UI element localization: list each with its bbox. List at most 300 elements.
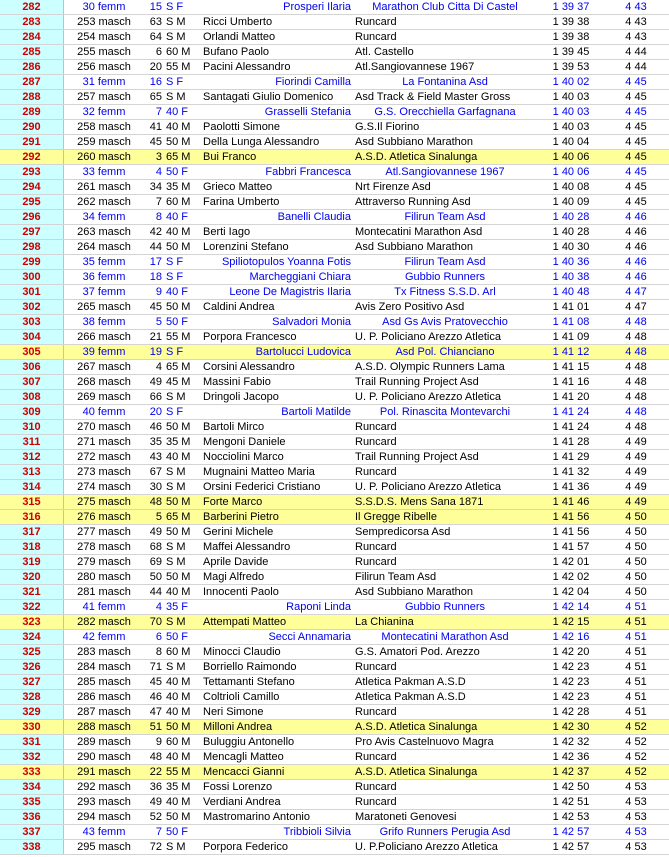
club-name-cell: Atletica Pakman A.S.D [355, 676, 466, 688]
bib-number-cell: 36 [149, 781, 162, 793]
class-rank-cell: 291 masch [77, 766, 131, 778]
club-name-cell: Asd Pol. Chianciano [395, 346, 495, 358]
bib-number-cell: 45 [149, 136, 162, 148]
table-row [0, 360, 669, 375]
pace-cell: 4 45 [625, 91, 647, 103]
finish-time-cell: 1 42 50 [552, 781, 590, 793]
pace-cell: 4 48 [625, 406, 647, 418]
table-row [0, 735, 669, 750]
athlete-name-cell: Dringoli Jacopo [203, 391, 279, 403]
athlete-name-cell: Secci Annamaria [268, 631, 351, 643]
club-name-cell: U. P. Policiano Arezzo Atletica [355, 331, 501, 343]
position-cell: 283 [0, 15, 64, 29]
class-rank-cell: 266 masch [77, 331, 131, 343]
bib-number-cell: 72 [149, 841, 162, 853]
athlete-name-cell: Salvadori Monia [272, 316, 351, 328]
position-cell: 284 [0, 30, 64, 44]
table-row [0, 615, 669, 630]
athlete-name-cell: Marcheggiani Chiara [249, 271, 351, 283]
bib-number-cell: 45 [149, 301, 162, 313]
pace-cell: 4 49 [625, 481, 647, 493]
class-rank-cell: 283 masch [77, 646, 131, 658]
pace-cell: 4 48 [625, 331, 647, 343]
bib-number-cell: 70 [149, 616, 162, 628]
athlete-name-cell: Gerini Michele [203, 526, 274, 538]
finish-time-cell: 1 40 48 [552, 286, 590, 298]
class-rank-cell: 271 masch [77, 436, 131, 448]
table-row [0, 645, 669, 660]
bib-number-cell: 46 [149, 691, 162, 703]
club-name-cell: Sempredicorsa Asd [355, 526, 451, 538]
finish-time-cell: 1 41 32 [552, 466, 590, 478]
pace-cell: 4 48 [625, 421, 647, 433]
position-cell: 293 [0, 165, 64, 179]
table-row [0, 705, 669, 720]
pace-cell: 4 43 [625, 1, 647, 13]
athlete-name-cell: Berti Iago [203, 226, 251, 238]
category-cell: 50 M [166, 496, 191, 508]
athlete-name-cell: Porpora Federico [203, 841, 288, 853]
class-rank-cell: 34 femm [82, 211, 126, 223]
club-name-cell: A.S.D. Atletica Sinalunga [355, 766, 478, 778]
finish-time-cell: 1 41 57 [552, 541, 590, 553]
finish-time-cell: 1 42 16 [552, 631, 590, 643]
pace-cell: 4 46 [625, 256, 647, 268]
position-cell: 292 [0, 150, 64, 164]
pace-cell: 4 53 [625, 811, 647, 823]
athlete-name-cell: Bartolucci Ludovica [255, 346, 351, 358]
table-row [0, 675, 669, 690]
bib-number-cell: 30 [149, 481, 162, 493]
class-rank-cell: 258 masch [77, 121, 131, 133]
category-cell: 40 M [166, 676, 191, 688]
category-cell: S M [166, 541, 186, 553]
pace-cell: 4 45 [625, 136, 647, 148]
finish-time-cell: 1 40 08 [552, 181, 590, 193]
table-row [0, 630, 669, 645]
category-cell: 50 M [166, 811, 191, 823]
bib-number-cell: 50 [149, 571, 162, 583]
category-cell: 60 M [166, 646, 191, 658]
finish-time-cell: 1 40 04 [552, 136, 590, 148]
club-name-cell: Runcard [355, 706, 397, 718]
pace-cell: 4 46 [625, 241, 647, 253]
bib-number-cell: 20 [149, 406, 162, 418]
category-cell: S M [166, 466, 186, 478]
pace-cell: 4 48 [625, 361, 647, 373]
pace-cell: 4 50 [625, 526, 647, 538]
bib-number-cell: 18 [149, 271, 162, 283]
athlete-name-cell: Spiliotopulos Yoanna Fotis [221, 256, 351, 268]
finish-time-cell: 1 42 02 [552, 571, 590, 583]
pace-cell: 4 52 [625, 766, 647, 778]
finish-time-cell: 1 42 01 [552, 556, 590, 568]
athlete-name-cell: Innocenti Paolo [203, 586, 279, 598]
table-row [0, 435, 669, 450]
finish-time-cell: 1 42 32 [552, 736, 590, 748]
position-cell: 295 [0, 195, 64, 209]
table-row [0, 570, 669, 585]
bib-number-cell: 48 [149, 751, 162, 763]
pace-cell: 4 45 [625, 106, 647, 118]
pace-cell: 4 46 [625, 211, 647, 223]
finish-time-cell: 1 42 51 [552, 796, 590, 808]
finish-time-cell: 1 41 29 [552, 451, 590, 463]
table-row [0, 450, 669, 465]
table-row [0, 495, 669, 510]
bib-number-cell: 3 [155, 151, 162, 163]
table-row [0, 330, 669, 345]
bib-number-cell: 6 [155, 46, 162, 58]
club-name-cell: Runcard [355, 466, 397, 478]
pace-cell: 4 45 [625, 166, 647, 178]
class-rank-cell: 263 masch [77, 226, 131, 238]
club-name-cell: Atl.Sangiovannese 1967 [355, 61, 475, 73]
pace-cell: 4 51 [625, 676, 647, 688]
pace-cell: 4 48 [625, 376, 647, 388]
athlete-name-cell: Fabbri Francesca [265, 166, 351, 178]
pace-cell: 4 51 [625, 691, 647, 703]
pace-cell: 4 48 [625, 391, 647, 403]
athlete-name-cell: Massini Fabio [203, 376, 271, 388]
position-cell: 306 [0, 360, 64, 374]
finish-time-cell: 1 42 57 [552, 826, 590, 838]
category-cell: 50 F [166, 826, 189, 838]
pace-cell: 4 45 [625, 181, 647, 193]
club-name-cell: G.S. Amatori Pod. Arezzo [355, 646, 480, 658]
class-rank-cell: 260 masch [77, 151, 131, 163]
finish-time-cell: 1 40 06 [552, 166, 590, 178]
club-name-cell: U. P. Policiano Arezzo Atletica [355, 481, 501, 493]
class-rank-cell: 272 masch [77, 451, 131, 463]
class-rank-cell: 256 masch [77, 61, 131, 73]
pace-cell: 4 51 [625, 706, 647, 718]
class-rank-cell: 41 femm [82, 601, 126, 613]
class-rank-cell: 290 masch [77, 751, 131, 763]
club-name-cell: Runcard [355, 751, 397, 763]
finish-time-cell: 1 41 16 [552, 376, 590, 388]
club-name-cell: S.S.D.S. Mens Sana 1871 [355, 496, 484, 508]
position-cell: 322 [0, 600, 64, 614]
position-cell: 317 [0, 525, 64, 539]
athlete-name-cell: Paolotti Simone [203, 121, 281, 133]
pace-cell: 4 47 [625, 301, 647, 313]
finish-time-cell: 1 40 03 [552, 121, 590, 133]
class-rank-cell: 273 masch [77, 466, 131, 478]
finish-time-cell: 1 41 08 [552, 316, 590, 328]
category-cell: 60 M [166, 736, 191, 748]
finish-time-cell: 1 41 09 [552, 331, 590, 343]
pace-cell: 4 45 [625, 196, 647, 208]
class-rank-cell: 255 masch [77, 46, 131, 58]
table-row [0, 210, 669, 225]
athlete-name-cell: Santagati Giulio Domenico [203, 91, 334, 103]
club-name-cell: Filirun Team Asd [404, 211, 486, 223]
class-rank-cell: 288 masch [77, 721, 131, 733]
club-name-cell: Nrt Firenze Asd [355, 181, 431, 193]
pace-cell: 4 47 [625, 286, 647, 298]
pace-cell: 4 49 [625, 466, 647, 478]
finish-time-cell: 1 41 24 [552, 406, 590, 418]
club-name-cell: Il Gregge Ribelle [355, 511, 437, 523]
club-name-cell: Atl. Castello [355, 46, 414, 58]
category-cell: 55 M [166, 331, 191, 343]
position-cell: 288 [0, 90, 64, 104]
position-cell: 312 [0, 450, 64, 464]
bib-number-cell: 64 [149, 31, 162, 43]
class-rank-cell: 270 masch [77, 421, 131, 433]
category-cell: S F [166, 271, 184, 283]
category-cell: 35 M [166, 781, 191, 793]
category-cell: 40 M [166, 226, 191, 238]
table-row [0, 765, 669, 780]
finish-time-cell: 1 40 03 [552, 106, 590, 118]
club-name-cell: La Fontanina Asd [402, 76, 488, 88]
bib-number-cell: 6 [155, 631, 162, 643]
club-name-cell: A.S.D. Olympic Runners Lama [355, 361, 505, 373]
pace-cell: 4 50 [625, 541, 647, 553]
pace-cell: 4 49 [625, 496, 647, 508]
club-name-cell: G.S.Il Fiorino [355, 121, 420, 133]
position-cell: 327 [0, 675, 64, 689]
pace-cell: 4 46 [625, 226, 647, 238]
club-name-cell: Tx Fitness S.S.D. Arl [394, 286, 496, 298]
position-cell: 337 [0, 825, 64, 839]
bib-number-cell: 20 [149, 61, 162, 73]
club-name-cell: Runcard [355, 781, 397, 793]
finish-time-cell: 1 42 20 [552, 646, 590, 658]
bib-number-cell: 35 [149, 436, 162, 448]
club-name-cell: Marathon Club Citta Di Castel [372, 1, 518, 13]
position-cell: 282 [0, 0, 64, 14]
category-cell: 60 M [166, 196, 191, 208]
club-name-cell: U. P.Policiano Arezzo Atletica [355, 841, 498, 853]
table-row [0, 780, 669, 795]
bib-number-cell: 46 [149, 421, 162, 433]
position-cell: 321 [0, 585, 64, 599]
class-rank-cell: 268 masch [77, 376, 131, 388]
club-name-cell: A.S.D. Atletica Sinalunga [355, 151, 478, 163]
pace-cell: 4 50 [625, 586, 647, 598]
table-row [0, 405, 669, 420]
pace-cell: 4 53 [625, 826, 647, 838]
club-name-cell: Atl.Sangiovannese 1967 [385, 166, 505, 178]
athlete-name-cell: Buluggiu Antonello [203, 736, 295, 748]
bib-number-cell: 63 [149, 16, 162, 28]
athlete-name-cell: Raponi Linda [286, 601, 351, 613]
bib-number-cell: 9 [155, 286, 162, 298]
pace-cell: 4 49 [625, 436, 647, 448]
pace-cell: 4 43 [625, 31, 647, 43]
finish-time-cell: 1 42 23 [552, 676, 590, 688]
club-name-cell: Runcard [355, 796, 397, 808]
table-row [0, 750, 669, 765]
table-row [0, 525, 669, 540]
class-rank-cell: 278 masch [77, 541, 131, 553]
class-rank-cell: 285 masch [77, 676, 131, 688]
category-cell: S F [166, 1, 184, 13]
pace-cell: 4 49 [625, 451, 647, 463]
position-cell: 314 [0, 480, 64, 494]
position-cell: 338 [0, 840, 64, 854]
pace-cell: 4 51 [625, 661, 647, 673]
class-rank-cell: 286 masch [77, 691, 131, 703]
finish-time-cell: 1 41 20 [552, 391, 590, 403]
bib-number-cell: 49 [149, 796, 162, 808]
finish-time-cell: 1 42 15 [552, 616, 590, 628]
pace-cell: 4 50 [625, 571, 647, 583]
bib-number-cell: 16 [149, 76, 162, 88]
athlete-name-cell: Forte Marco [203, 496, 263, 508]
category-cell: S F [166, 256, 184, 268]
finish-time-cell: 1 40 36 [552, 256, 590, 268]
category-cell: 60 M [166, 46, 191, 58]
pace-cell: 4 44 [625, 46, 647, 58]
bib-number-cell: 45 [149, 676, 162, 688]
finish-time-cell: 1 41 56 [552, 511, 590, 523]
finish-time-cell: 1 42 53 [552, 811, 590, 823]
club-name-cell: Maratoneti Genovesi [355, 811, 457, 823]
table-row [0, 540, 669, 555]
bib-number-cell: 4 [155, 361, 162, 373]
finish-time-cell: 1 39 38 [552, 16, 590, 28]
club-name-cell: Asd Subbiano Marathon [355, 136, 474, 148]
category-cell: S F [166, 76, 184, 88]
class-rank-cell: 38 femm [82, 316, 126, 328]
finish-time-cell: 1 40 02 [552, 76, 590, 88]
finish-time-cell: 1 40 06 [552, 151, 590, 163]
bib-number-cell: 22 [149, 766, 162, 778]
athlete-name-cell: Prosperi Ilaria [283, 1, 351, 13]
athlete-name-cell: Tettamanti Stefano [203, 676, 295, 688]
position-cell: 285 [0, 45, 64, 59]
athlete-name-cell: Attempati Matteo [203, 616, 287, 628]
category-cell: S M [166, 556, 186, 568]
class-rank-cell: 35 femm [82, 256, 126, 268]
category-cell: 35 F [166, 601, 189, 613]
position-cell: 313 [0, 465, 64, 479]
table-row [0, 195, 669, 210]
category-cell: 40 F [166, 211, 189, 223]
club-name-cell: Filirun Team Asd [355, 571, 437, 583]
position-cell: 335 [0, 795, 64, 809]
table-row [0, 465, 669, 480]
club-name-cell: Runcard [355, 541, 397, 553]
class-rank-cell: 295 masch [77, 841, 131, 853]
club-name-cell: Trail Running Project Asd [355, 451, 479, 463]
category-cell: 40 M [166, 691, 191, 703]
category-cell: 65 M [166, 511, 191, 523]
bib-number-cell: 5 [155, 316, 162, 328]
bib-number-cell: 7 [155, 106, 162, 118]
category-cell: 35 M [166, 181, 191, 193]
athlete-name-cell: Fossi Lorenzo [203, 781, 273, 793]
club-name-cell: Runcard [355, 31, 397, 43]
position-cell: 332 [0, 750, 64, 764]
position-cell: 305 [0, 345, 64, 359]
category-cell: 65 M [166, 361, 191, 373]
category-cell: S F [166, 406, 184, 418]
athlete-name-cell: Leone De Magistris Ilaria [229, 286, 351, 298]
bib-number-cell: 8 [155, 211, 162, 223]
athlete-name-cell: Bufano Paolo [203, 46, 270, 58]
class-rank-cell: 275 masch [77, 496, 131, 508]
position-cell: 315 [0, 495, 64, 509]
bib-number-cell: 67 [149, 466, 162, 478]
category-cell: 40 M [166, 751, 191, 763]
position-cell: 333 [0, 765, 64, 779]
finish-time-cell: 1 42 28 [552, 706, 590, 718]
table-row [0, 810, 669, 825]
table-row [0, 345, 669, 360]
position-cell: 294 [0, 180, 64, 194]
bib-number-cell: 8 [155, 646, 162, 658]
bib-number-cell: 68 [149, 541, 162, 553]
athlete-name-cell: Mugnaini Matteo Maria [203, 466, 315, 478]
pace-cell: 4 51 [625, 631, 647, 643]
position-cell: 301 [0, 285, 64, 299]
table-row [0, 225, 669, 240]
bib-number-cell: 19 [149, 346, 162, 358]
athlete-name-cell: Magi Alfredo [203, 571, 265, 583]
table-row [0, 840, 669, 855]
bib-number-cell: 71 [149, 661, 162, 673]
bib-number-cell: 44 [149, 586, 162, 598]
club-name-cell: Gubbio Runners [404, 271, 486, 283]
finish-time-cell: 1 39 53 [552, 61, 590, 73]
bib-number-cell: 41 [149, 121, 162, 133]
pace-cell: 4 50 [625, 511, 647, 523]
bib-number-cell: 51 [149, 721, 162, 733]
category-cell: 40 M [166, 121, 191, 133]
table-row [0, 375, 669, 390]
position-cell: 331 [0, 735, 64, 749]
pace-cell: 4 52 [625, 736, 647, 748]
club-name-cell: Filirun Team Asd [404, 256, 486, 268]
finish-time-cell: 1 40 28 [552, 211, 590, 223]
finish-time-cell: 1 42 23 [552, 661, 590, 673]
athlete-name-cell: Lorenzini Stefano [203, 241, 289, 253]
bib-number-cell: 49 [149, 376, 162, 388]
position-cell: 300 [0, 270, 64, 284]
position-cell: 291 [0, 135, 64, 149]
athlete-name-cell: Mencacci Gianni [203, 766, 285, 778]
pace-cell: 4 44 [625, 61, 647, 73]
pace-cell: 4 52 [625, 721, 647, 733]
position-cell: 304 [0, 330, 64, 344]
class-rank-cell: 287 masch [77, 706, 131, 718]
bib-number-cell: 15 [149, 1, 162, 13]
table-row [0, 255, 669, 270]
finish-time-cell: 1 41 12 [552, 346, 590, 358]
position-cell: 309 [0, 405, 64, 419]
bib-number-cell: 52 [149, 811, 162, 823]
position-cell: 299 [0, 255, 64, 269]
club-name-cell: G.S. Orecchiella Garfagnana [374, 106, 516, 118]
athlete-name-cell: Mengoni Daniele [203, 436, 286, 448]
class-rank-cell: 253 masch [77, 16, 131, 28]
table-row [0, 660, 669, 675]
club-name-cell: Runcard [355, 421, 397, 433]
pace-cell: 4 53 [625, 781, 647, 793]
position-cell: 289 [0, 105, 64, 119]
table-row [0, 135, 669, 150]
category-cell: 50 M [166, 301, 191, 313]
finish-time-cell: 1 41 28 [552, 436, 590, 448]
position-cell: 307 [0, 375, 64, 389]
athlete-name-cell: Mastromarino Antonio [203, 811, 310, 823]
finish-time-cell: 1 41 15 [552, 361, 590, 373]
